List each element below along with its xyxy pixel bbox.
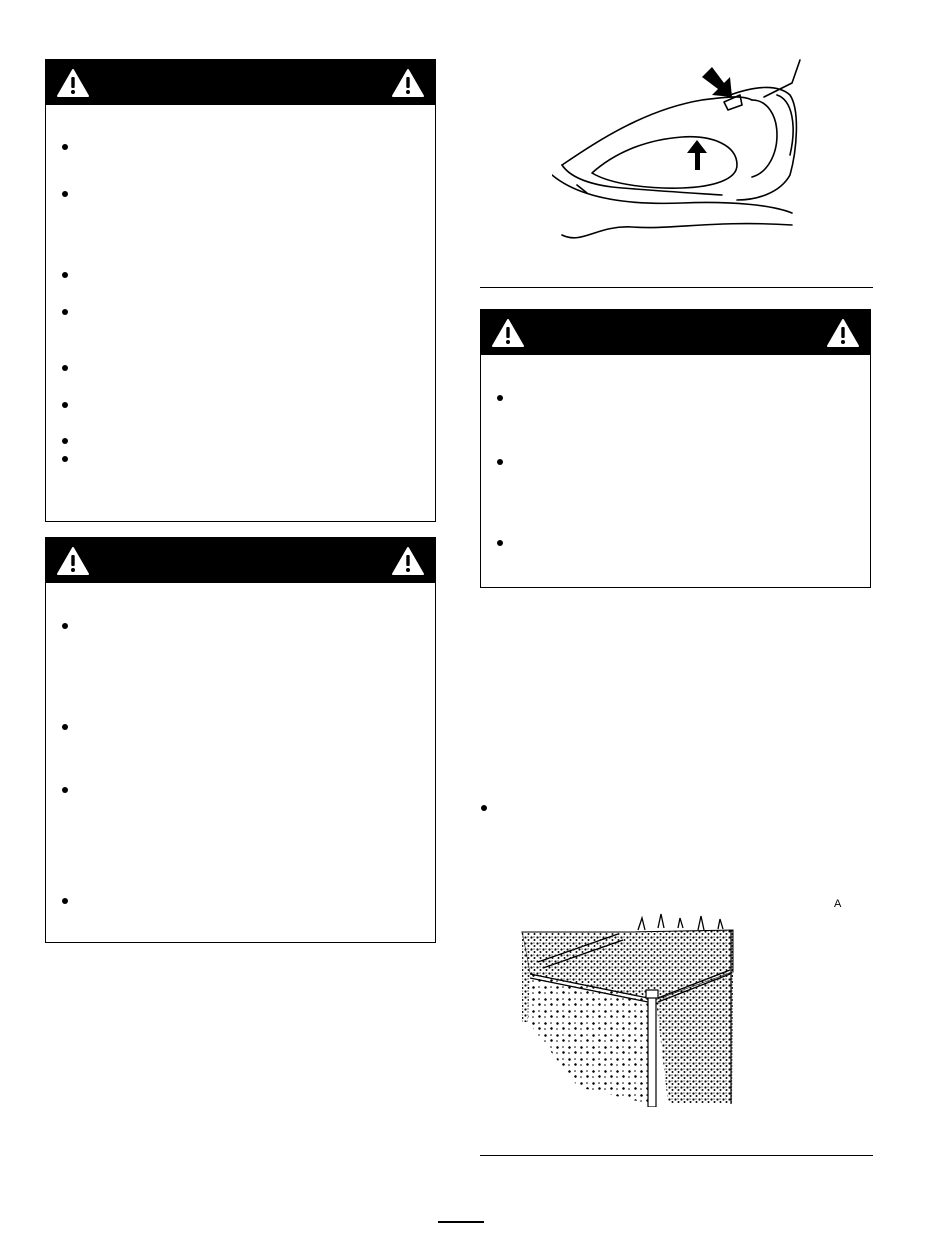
warning-triangle-icon (826, 318, 860, 348)
warning-triangle-icon (491, 318, 525, 348)
bullet-point (497, 395, 503, 401)
arrow-icon (687, 140, 707, 170)
figure-divider (480, 1155, 873, 1156)
warning-box-2 (45, 537, 436, 943)
bullet-point (62, 623, 68, 629)
figure-mark: A (834, 898, 842, 910)
bullet-point (497, 459, 503, 465)
arrow-icon (702, 67, 732, 97)
bullet-point (481, 805, 487, 811)
warning-triangle-icon (391, 68, 425, 98)
warning-triangle-icon (391, 546, 425, 576)
warning-triangle-icon (56, 68, 90, 98)
bullet-point (62, 724, 68, 730)
bullet-point (62, 272, 68, 278)
bullet-point (62, 898, 68, 904)
bullet-point (62, 365, 68, 371)
warning-box-1-header (46, 60, 435, 105)
warning-box-3-header (481, 310, 870, 355)
bullet-point (62, 456, 68, 462)
bullet-point (62, 144, 68, 150)
warning-box-2-header (46, 538, 435, 583)
hedge-illustration (518, 912, 738, 1107)
bullet-point (62, 309, 68, 315)
bullet-point (62, 787, 68, 793)
warning-triangle-icon (56, 546, 90, 576)
bullet-point (62, 191, 68, 197)
bullet-point (497, 540, 503, 546)
warning-box-1 (45, 59, 436, 522)
figure-divider (480, 287, 873, 288)
bullet-point (62, 402, 68, 408)
bullet-point (62, 438, 68, 444)
page-number-rule (438, 1221, 484, 1223)
warning-box-3 (480, 309, 871, 588)
handle-trigger-illustration (552, 55, 812, 245)
